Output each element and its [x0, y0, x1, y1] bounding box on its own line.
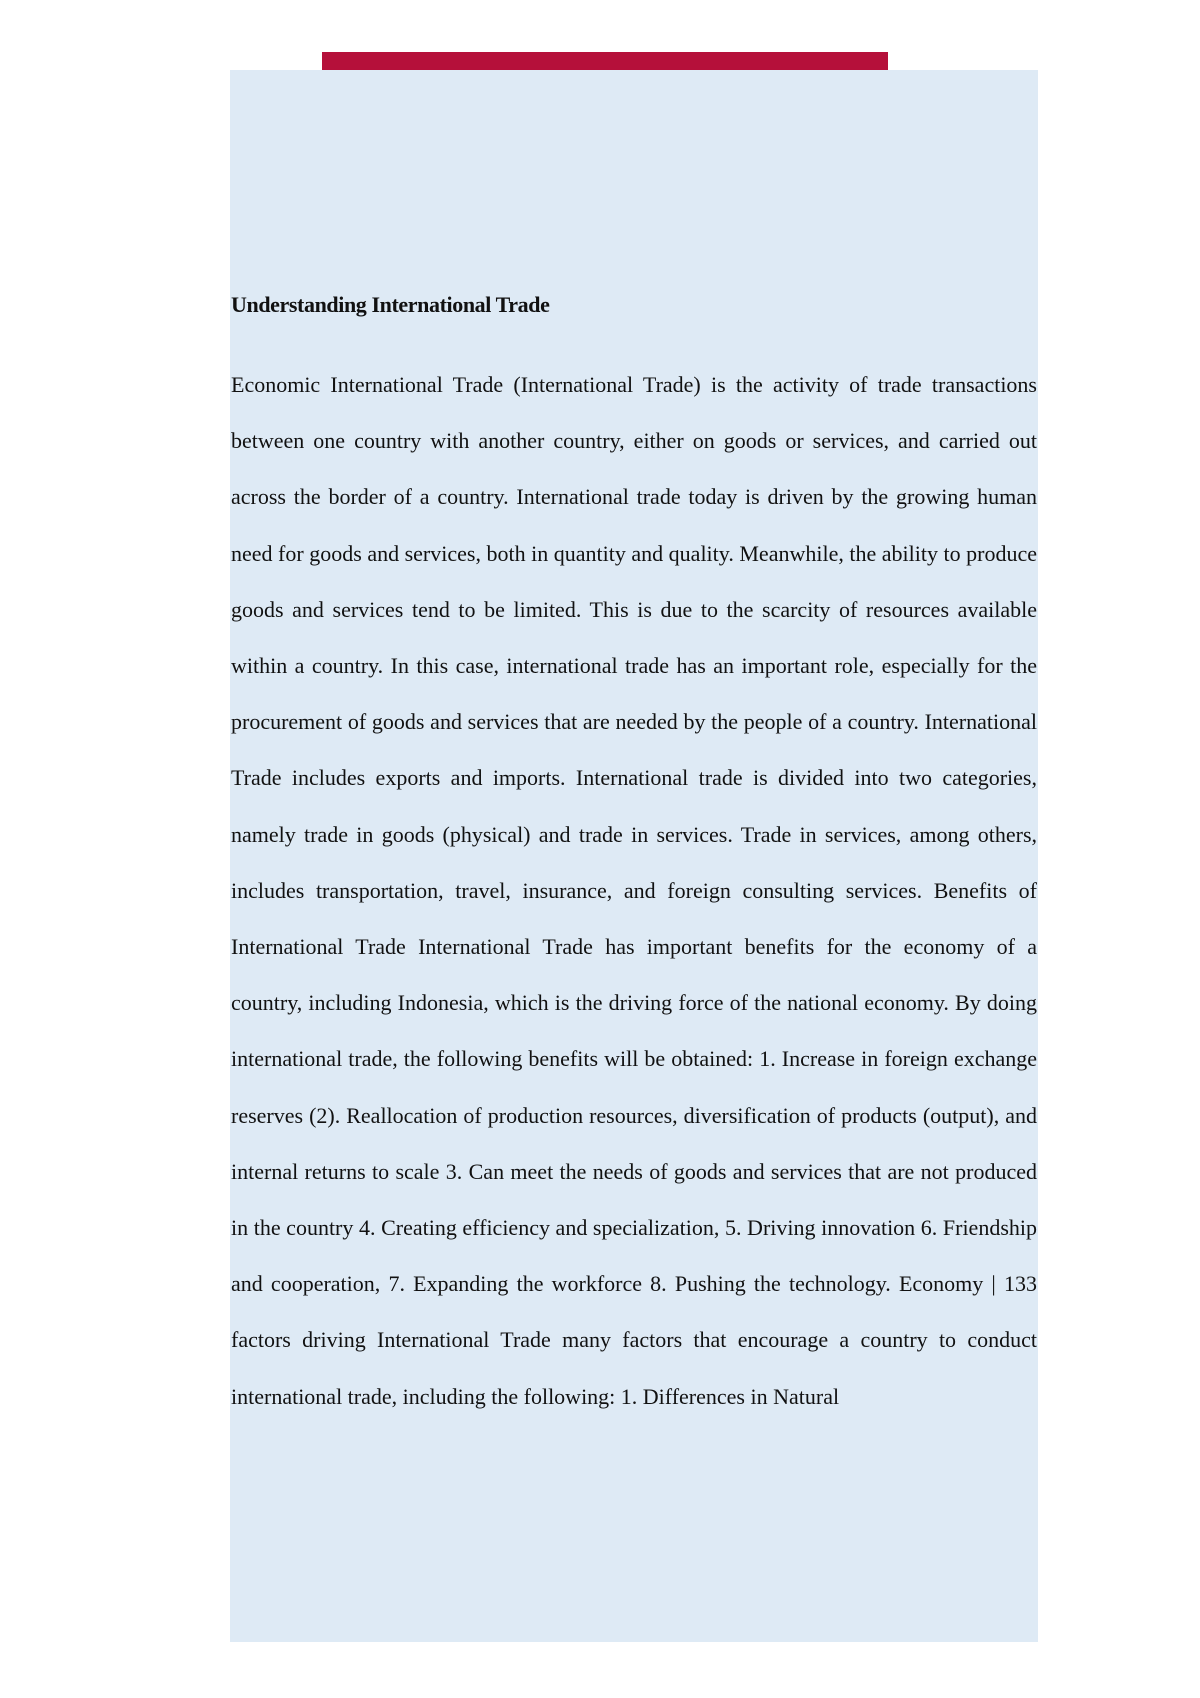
document-body-paragraph: Economic International Trade (International Trade) is the activity of trade transactions between one country with another country, either on goods or services, and carried out across the border of a country. International trade today is driven by the growing human need for goods and services, both in quantity and quality. Meanwhile, the ability to produce goods and services tend to be limited. This is due to the scarcity of resources available within a country. In this case, international trade has an important role, especially for the procurement of goods and services that are needed by the people of a country. International Trade includes exports and imports. International trade is divided into two categories, namely trade in goods (physical) and trade in services. Trade in services, among others, includes transportation, travel, insurance, and foreign consulting services. Benefits of International Trade International Trade has important benefits for the economy of a country, including Indonesia, which is the driving force of the national economy. By doing international trade, the following benefits will be obtained: 1. Increase in foreign exchange reserves (2). Reallocation of production resources, diversification of products (output), and internal returns to scale 3. Can meet the needs of goods and services that are not produced in the country 4. Creating efficiency and specialization, 5. Driving innovation 6. Friendship and cooperation, 7. Expanding the workforce 8. Pushing the technology. Economy | 133 factors driving International Trade many factors that encourage a country to conduct international trade, including the following: 1. Differences in Natural [231, 372, 1037, 1409]
header-accent-bar [322, 52, 888, 70]
document-heading: Understanding International Trade [231, 292, 550, 317]
